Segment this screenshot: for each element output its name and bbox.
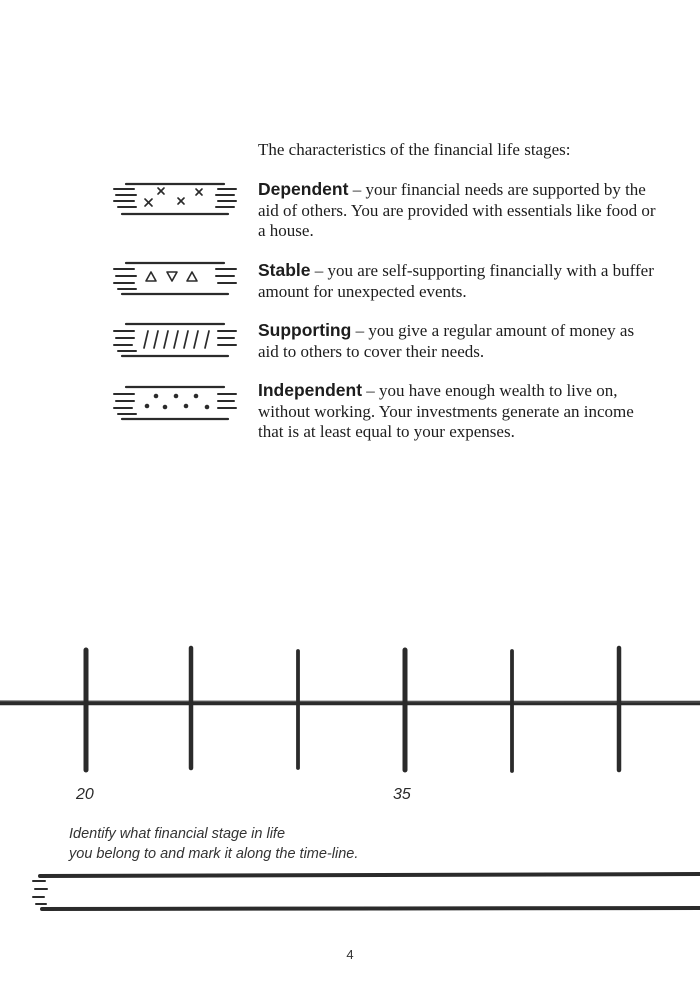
slashes-icon [112, 321, 238, 359]
stage-stable [258, 260, 658, 302]
instruction-text [69, 824, 629, 864]
stage-description: you are self-supporting financially with a buffer amount for unexpected events. [258, 261, 654, 301]
stage-separator: – [351, 321, 369, 340]
stage-independent [258, 380, 658, 443]
timeline-label-20: 20 [76, 786, 94, 803]
triangles-icon [112, 260, 238, 298]
dots-icon [112, 384, 238, 422]
stage-description: you have enough wealth to live on, without working. Your investments generate an income that is at least equal to your expenses. [258, 381, 634, 441]
stage-description: your financial needs are supported by the aid of others. You are provided with essentials like food or a house. [258, 180, 656, 240]
instruction-line-1: Identify what financial stage in life [69, 826, 286, 842]
intro-text: The characteristics of the financial life stages: [258, 140, 571, 159]
page-number: 4 [346, 947, 354, 962]
stage-separator: – [310, 261, 328, 280]
timeline-label-35: 35 [393, 786, 411, 803]
stage-supporting [258, 320, 658, 362]
stage-description: you give a regular amount of money as aid to others to cover their needs. [258, 321, 635, 361]
stage-separator: – [362, 381, 380, 400]
stage-separator: – [348, 180, 366, 199]
stage-name: Independent [258, 380, 363, 400]
instruction-line-2: you belong to and mark it along the time-line. [69, 846, 359, 862]
stage-name: Supporting [258, 320, 352, 340]
stage-name: Dependent [258, 179, 349, 199]
x-marks-icon [112, 181, 238, 219]
stage-dependent [258, 179, 658, 242]
stage-name: Stable [258, 260, 311, 280]
